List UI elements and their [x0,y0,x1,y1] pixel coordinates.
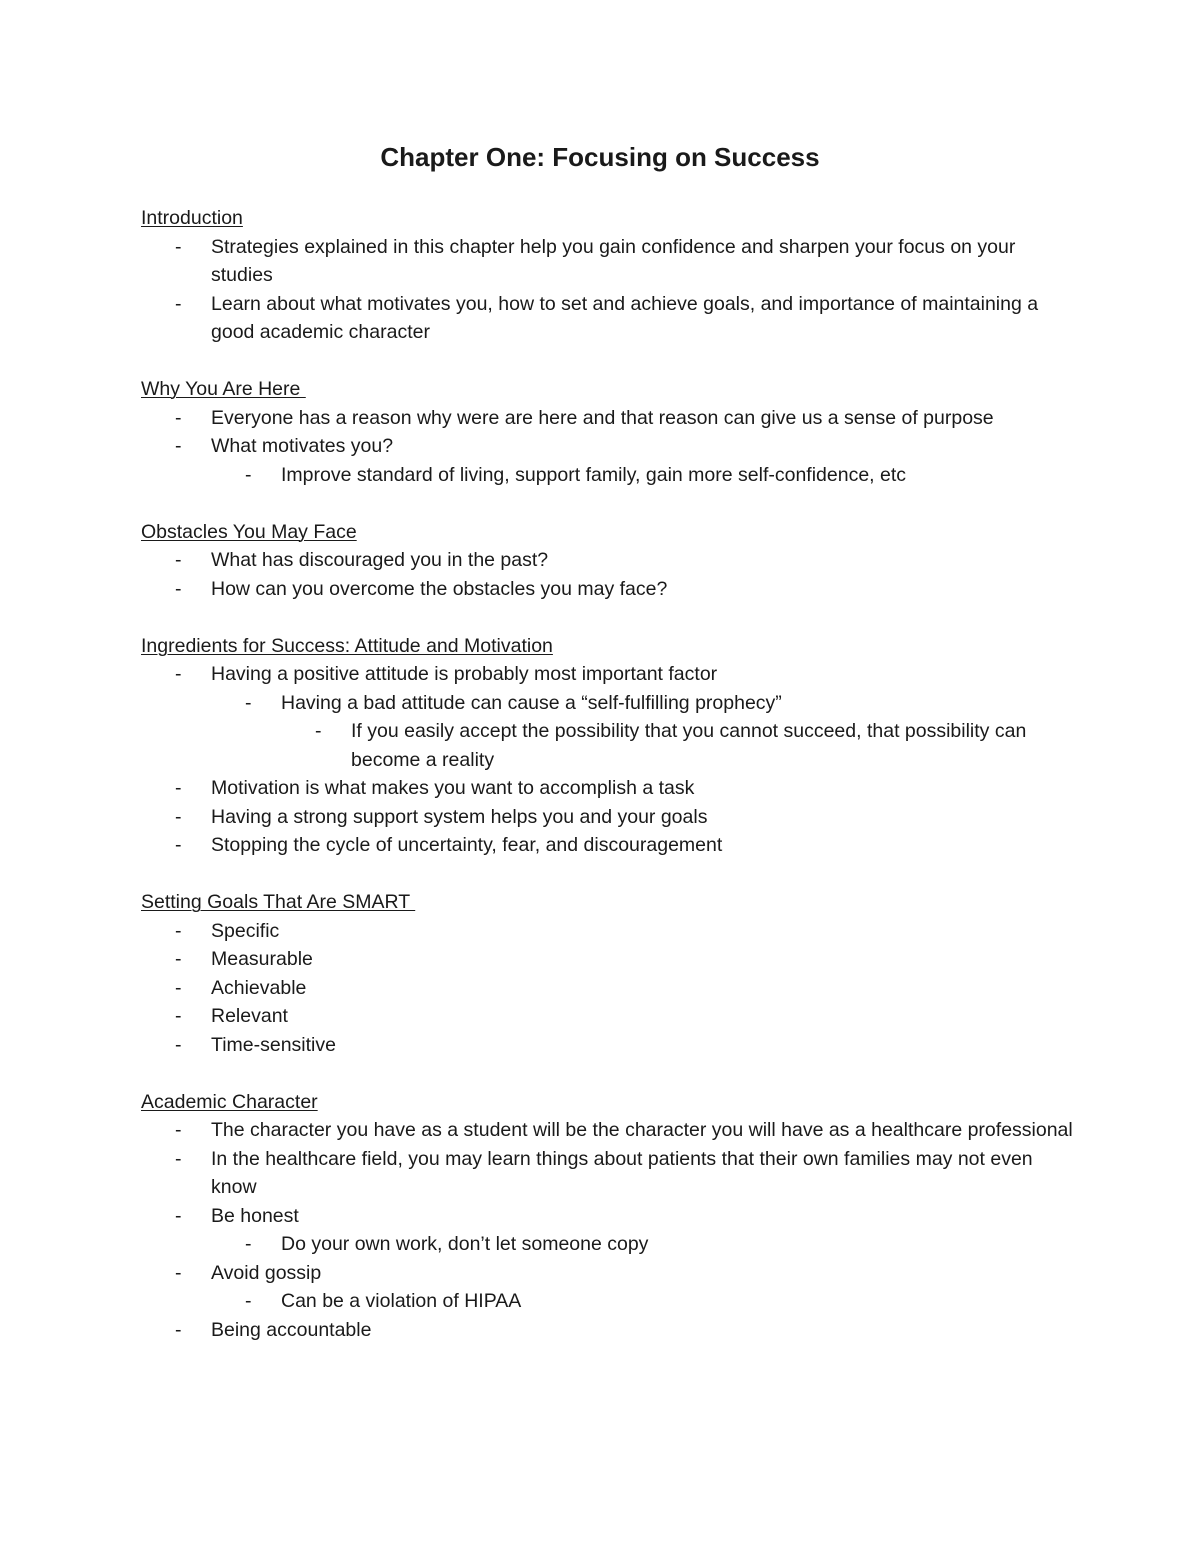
bullet-dash: - [175,292,182,315]
list-item-text: Being accountable [211,1318,372,1341]
list-item-text: Time-sensitive [211,1033,336,1056]
bullet-dash: - [175,777,182,799]
list-item [141,1259,1081,1316]
bullet-list [141,660,1081,860]
bullet-dash: - [175,235,182,258]
bullet-dash: - [245,691,252,714]
list-item-text: What motivates you? [211,435,394,457]
list-item-text: Strategies explained in this chapter help you gain confidence and sharpen your focus on your studies [211,235,1016,286]
list-item [141,1116,1081,1145]
bullet-dash: - [245,1233,252,1255]
bullet-list [141,1116,1081,1344]
bullet-dash: - [245,1290,252,1312]
list-item-text: Relevant [211,1005,288,1027]
section-heading: Academic Character [141,1090,318,1113]
list-item-text: Motivation is what makes you want to accomplish a task [211,777,695,799]
section-ingredients-for-success [141,632,1081,860]
bullet-dash: - [175,1033,182,1056]
section-obstacles [141,518,1081,604]
nested-list [211,1287,1081,1316]
bullet-dash: - [175,663,182,685]
list-item-text: Having a strong support system helps you and your goals [211,805,708,828]
bullet-list [141,233,1081,347]
list-item-text: Having a positive attitude is probably most important factor [211,663,718,685]
bullet-dash: - [175,948,182,970]
list-item [141,1316,1081,1345]
list-item [141,233,1081,290]
section-why-you-are-here [141,375,1081,489]
bullet-dash: - [175,919,182,942]
nested-list [211,461,1081,490]
section-heading: Ingredients for Success: Attitude and Motivation [141,634,553,657]
list-item [141,945,1081,974]
bullet-dash: - [175,805,182,828]
list-item [211,1287,1081,1316]
list-item [141,546,1081,575]
nested-list [281,717,1081,774]
bullet-dash: - [175,1204,182,1227]
section-academic-character [141,1088,1081,1345]
list-item-text: How can you overcome the obstacles you may face? [211,577,668,600]
list-item [141,575,1081,604]
list-item-text: Achievable [211,976,307,999]
bullet-dash: - [175,1147,182,1170]
list-item [211,1230,1081,1259]
bullet-dash: - [175,577,182,600]
bullet-list [141,546,1081,603]
list-item [141,404,1081,433]
section-introduction [141,204,1081,347]
nested-list [211,689,1081,775]
bullet-list [141,917,1081,1060]
list-item [211,689,1081,775]
section-heading: Introduction [141,207,243,229]
list-item-text: Having a bad attitude can cause a “self-fulfilling prophecy” [281,691,782,714]
bullet-dash: - [175,1005,182,1027]
list-item [211,461,1081,490]
list-item-text: Do your own work, don’t let someone copy [281,1233,649,1255]
list-item-text: Be honest [211,1204,299,1227]
section-heading: Why You Are Here [141,378,306,400]
list-item [141,432,1081,489]
bullet-dash: - [175,976,182,999]
bullet-dash: - [175,1261,182,1284]
list-item [141,1202,1081,1259]
page-title: Chapter One: Focusing on Success [380,142,820,172]
list-item-text: In the healthcare field, you may learn things about patients that their own families may not even know [211,1147,1033,1198]
list-item [281,717,1081,774]
list-item [141,803,1081,832]
bullet-dash: - [245,463,252,486]
list-item [141,974,1081,1003]
section-smart-goals [141,888,1081,1059]
list-item [141,917,1081,946]
list-item-text: Everyone has a reason why were are here and that reason can give us a sense of purpose [211,406,994,429]
section-heading: Obstacles You May Face [141,520,357,543]
section-heading: Setting Goals That Are SMART [141,891,416,913]
list-item-text: Avoid gossip [211,1261,322,1284]
list-item-text: Measurable [211,948,313,970]
list-item [141,1031,1081,1060]
list-item-text: Can be a violation of HIPAA [281,1290,522,1312]
list-item [141,1145,1081,1202]
list-item-text: Learn about what motivates you, how to set and achieve goals, and importance of maintaining a good academic character [211,292,1039,343]
list-item [141,290,1081,347]
bullet-dash: - [175,549,182,571]
list-item-text: What has discouraged you in the past? [211,549,549,571]
document-body [141,204,1081,1373]
bullet-dash: - [175,435,182,457]
bullet-dash: - [175,1119,182,1141]
bullet-dash: - [175,1318,182,1341]
bullet-dash: - [175,834,182,856]
list-item [141,774,1081,803]
bullet-dash: - [315,720,322,742]
list-item [141,660,1081,774]
list-item-text: Specific [211,919,280,942]
list-item [141,831,1081,860]
list-item-text: Improve standard of living, support family, gain more self-confidence, etc [281,463,907,486]
list-item-text: The character you have as a student will be the character you will have as a healthcare professional [211,1119,1073,1141]
bullet-dash: - [175,406,182,429]
list-item-text: Stopping the cycle of uncertainty, fear, and discouragement [211,834,723,856]
bullet-list [141,404,1081,490]
list-item [141,1002,1081,1031]
nested-list [211,1230,1081,1259]
list-item-text: If you easily accept the possibility that you cannot succeed, that possibility can become a reality [351,720,1027,771]
